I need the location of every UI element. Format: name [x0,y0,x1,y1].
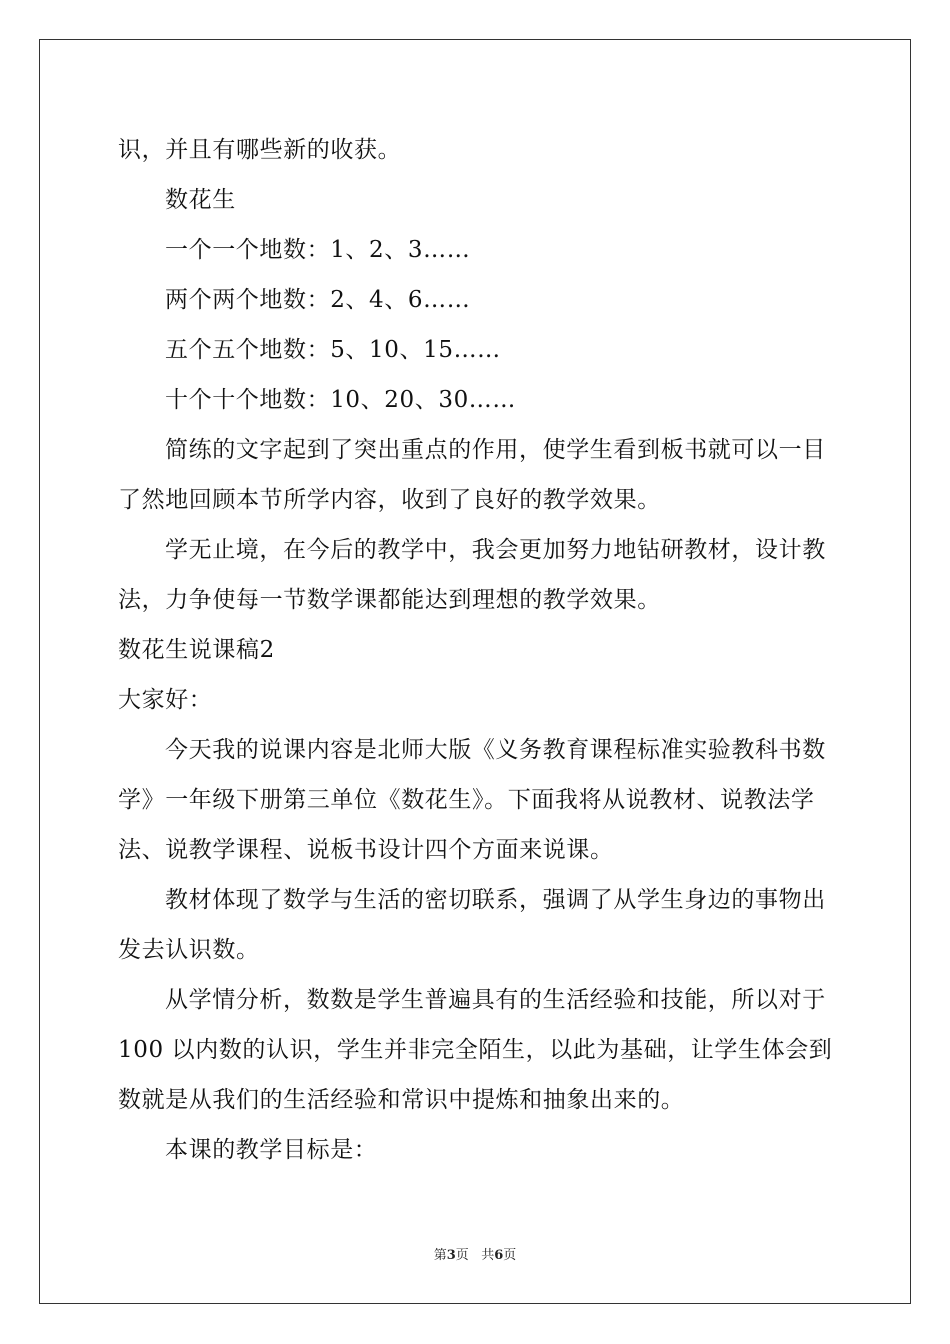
section-heading: 数花生说课稿2 [118,637,275,663]
text-line: 法，力争使每一节数学课都能达到理想的教学效果。 [118,587,661,613]
text-line: 100 以内数的认识，学生并非完全陌生，以此为基础，让学生体会到 [118,1037,833,1063]
text-line: 一个一个地数：1、2、3…… [165,237,471,263]
document-body [118,125,838,1175]
text-line: 识，并且有哪些新的收获。 [118,137,402,163]
greeting: 大家好： [118,687,213,713]
text-line: 十个十个地数：10、20、30…… [165,387,516,413]
board-title: 数花生 [165,187,236,213]
page-prefix: 第 [433,1248,447,1263]
page-total: 6 [494,1248,504,1263]
text-line: 本课的教学目标是： [165,1137,378,1163]
text-line: 数就是从我们的生活经验和常识中提炼和抽象出来的。 [118,1087,685,1113]
text-line: 今天我的说课内容是北师大版《义务教育课程标准实验教科书数 [165,737,826,763]
page-number: 3 [446,1248,456,1263]
page-suffix: 页 [455,1248,469,1263]
total-prefix: 共 [481,1248,495,1263]
text-line: 五个五个地数：5、10、15…… [165,337,501,363]
page-footer [0,1247,950,1265]
text-line: 从学情分析，数数是学生普遍具有的生活经验和技能，所以对于 [165,987,826,1013]
total-suffix: 页 [503,1248,517,1263]
text-line: 发去认识数。 [118,937,260,963]
text-line: 两个两个地数：2、4、6…… [165,287,471,313]
text-line: 教材体现了数学与生活的密切联系，强调了从学生身边的事物出 [165,887,826,913]
text-line: 了然地回顾本节所学内容，收到了良好的教学效果。 [118,487,661,513]
text-line: 简练的文字起到了突出重点的作用，使学生看到板书就可以一目 [165,437,826,463]
text-line: 法、说教学课程、说板书设计四个方面来说课。 [118,837,614,863]
text-line: 学无止境，在今后的教学中，我会更加努力地钻研教材，设计教 [165,537,826,563]
text-line: 学》一年级下册第三单位《数花生》。下面我将从说教材、说教法学 [118,787,815,813]
